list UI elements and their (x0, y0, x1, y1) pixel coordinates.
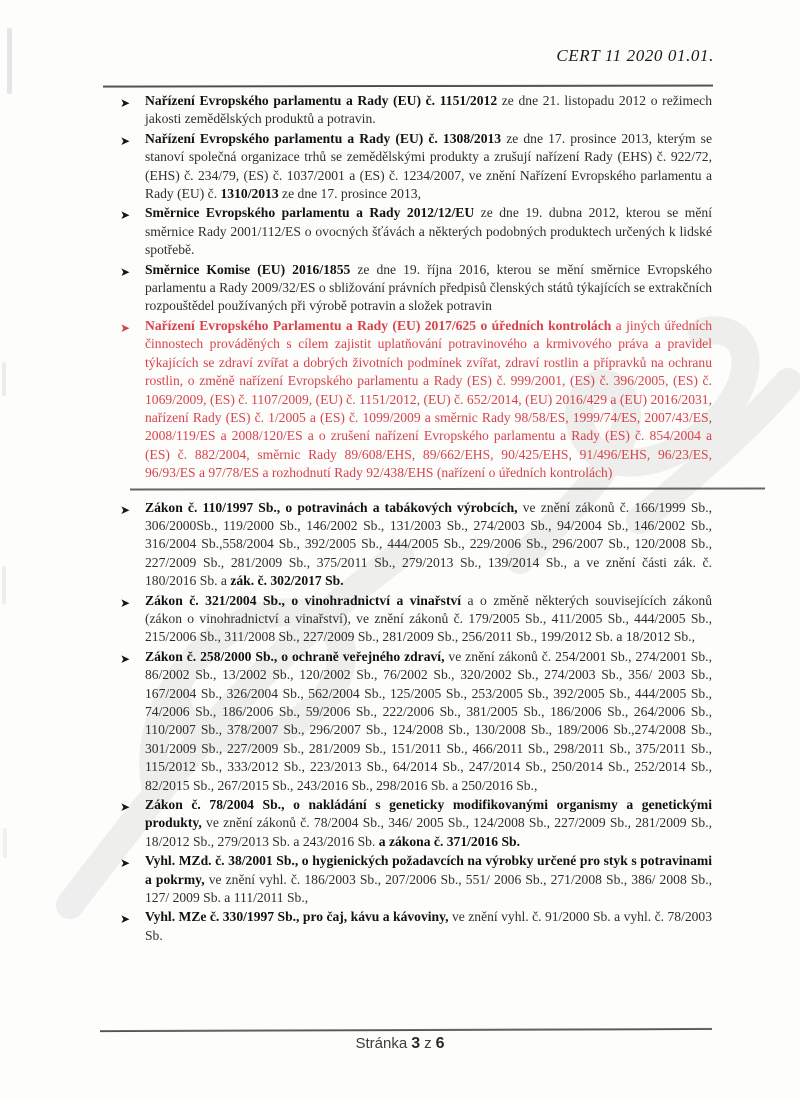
item-heading: Směrnice Evropského parlamentu a Rady 2012/12/EU (145, 205, 475, 221)
document-body (120, 92, 712, 946)
total-pages: 6 (435, 1035, 445, 1052)
page-number-label: Stránka (355, 1035, 408, 1052)
item-heading: Nařízení Evropského parlamentu a Rady (EU) č. 1151/2012 (145, 93, 498, 108)
regulation-item (120, 261, 712, 316)
item-text: ve znění zákonů č. 166/1999 Sb., 306/2000Sb., 119/2000 Sb., 146/2002 Sb., 131/2003 Sb., 274/2003 Sb., 94/2004 Sb., 146/2002 Sb., 316/2004 Sb.,558/2004 Sb., 392/2005 Sb., 444/2005 Sb., 229/2006 Sb., 296/2007 Sb., 120/2008 Sb., 227/2009 Sb., 281/2009 Sb., 375/2011 Sb., 279/2013 Sb., 139/2014 Sb., a ve znění části zák. č. 180/2016 Sb. a (145, 499, 712, 589)
bullet-arrow-icon: ➤ (120, 651, 131, 666)
item-text: ve znění vyhl. č. 91/2000 Sb. a vyhl. č. 78/2003 Sb. (145, 909, 713, 943)
eu-regulations-list (120, 92, 712, 483)
document-code: CERT 11 2020 01.01. (556, 46, 714, 65)
item-heading: Zákon č. 78/2004 Sb., o nakládání s geneticky modifikovanými organismy a genetickými produkty, (145, 797, 712, 831)
item-heading: Zákon č. 321/2004 Sb., o vinohradnictví a vinařství (145, 592, 462, 608)
header-divider (103, 84, 713, 87)
bullet-arrow-icon: ➤ (120, 320, 131, 335)
item-text: ze dne 19. října 2016, kterou se mění směrnice Evropského parlamentu a Rady 2009/32/ES o sbližování právních předpisů členských států týkajících se extrakčních rozpouštědel používaných při výrobě potravin a složek potravin (145, 261, 713, 314)
bullet-arrow-icon: ➤ (120, 502, 131, 517)
current-page: 3 (411, 1035, 421, 1052)
bullet-arrow-icon: ➤ (120, 912, 131, 927)
item-heading: Zákon č. 258/2000 Sb., o ochraně veřejného zdraví, (145, 648, 445, 664)
item-heading: Směrnice Komise (EU) 2016/1855 (145, 261, 351, 277)
czech-laws-list (120, 499, 712, 946)
section-divider (130, 487, 765, 490)
scan-artifact (3, 828, 7, 858)
regulation-item-highlighted (120, 317, 712, 483)
item-text: a o změně některých souvisejících zákonů (zákon o vinohradnictví a vinařství), ve znění zákonů č. 179/2005 Sb., 411/2005 Sb., 444/2005 Sb., 215/2006 Sb., 311/2008 Sb., 227/2009 Sb., 281/2009 Sb., 256/2011 Sb., 199/2012 Sb. a 18/2012 Sb., (145, 592, 713, 645)
item-text: ve znění zákonů č. 78/2004 Sb., 346/ 2005 Sb., 124/2008 Sb., 227/2009 Sb., 281/2009 Sb., 18/2012 Sb., 279/2013 Sb. a 243/2016 Sb. (145, 815, 712, 849)
bullet-arrow-icon: ➤ (120, 264, 131, 279)
page-number (0, 1035, 800, 1053)
item-heading: Vyhl. MZd. č. 38/2001 Sb., o hygienických požadavcích na výrobky určené pro styk s potravinami a pokrmy, (145, 853, 712, 887)
page-of-label: z (424, 1035, 432, 1052)
bullet-arrow-icon: ➤ (120, 208, 131, 223)
scan-artifact (7, 28, 12, 94)
footer-divider (100, 1028, 712, 1032)
item-heading: Nařízení Evropského Parlamentu a Rady (EU) 2017/625 o úředních kontrolách (145, 317, 612, 333)
bullet-arrow-icon: ➤ (120, 800, 131, 815)
law-item (120, 499, 712, 591)
bullet-arrow-icon: ➤ (120, 96, 131, 110)
regulation-item (120, 204, 712, 259)
item-heading: Nařízení Evropského parlamentu a Rady (EU) č. 1308/2013 (145, 130, 502, 146)
item-heading: 1310/2013 (220, 186, 279, 202)
law-item (120, 648, 712, 795)
item-heading: zák. č. 302/2017 Sb. (230, 573, 344, 589)
item-text: ze dne 19. dubna 2012, kterou se mění směrnice Rady 2001/112/ES o ovocných šťávách a některých podobných produktech určených k lidské spotřebě. (145, 205, 712, 258)
regulation-item (120, 130, 712, 204)
bullet-arrow-icon: ➤ (120, 595, 131, 610)
item-text: a jiných úředních činnostech prováděných s cílem zajistit uplatňování potravinového a krmivového práva a pravidel týkajících se zdraví zvířat a dobrých životních podmínek zvířat, zdraví rostlin a přípravků na ochranu rostlin, o změně nařízení Evropského parlamentu a Rady (ES) č. 999/2001, (ES) č. 396/2005, (ES) č. 1069/2009, (ES) č. 1107/2009, (EU) č. 1151/2012, (EU) č. 652/2014, (EU) 2016/429 a (EU) 2016/2031, nařízení Rady (ES) č. 1/2005 a (ES) č. 1099/2009 a směrnic Rady 98/58/ES, 1999/74/ES, 2007/43/ES, 2008/119/ES a 2008/120/ES a o zrušení nařízení Evropského parlamentu a Rady (ES) č. 854/2004 a (ES) č. 882/2004, směrnic Rady 89/608/EHS, 89/662/EHS, 90/425/EHS, 91/496/EHS, 96/23/ES, 96/93/ES a 97/78/ES a rozhodnutí Rady 92/438/EHS (nařízení o úředních kontrolách) (145, 317, 712, 481)
law-item (120, 796, 712, 851)
bullet-arrow-icon: ➤ (120, 133, 131, 148)
scan-artifact (2, 566, 6, 604)
scan-artifact (2, 362, 6, 396)
item-text: ze dne 17. prosince 2013, (278, 186, 421, 202)
law-item (120, 852, 712, 907)
regulation-item (120, 92, 712, 129)
item-text: ve znění zákonů č. 254/2001 Sb., 274/2001 Sb., 86/2002 Sb., 13/2002 Sb., 120/2002 Sb., 76/2002 Sb., 320/2002 Sb., 274/2003 Sb., 356/ 2003 Sb., 167/2004 Sb., 326/2004 Sb., 562/2004 Sb., 125/2005 Sb., 253/2005 Sb., 392/2005 Sb., 444/2005 Sb., 74/2006 Sb., 186/2006 Sb., 59/2006 Sb., 222/2006 Sb., 381/2005 Sb., 186/2006 Sb., 264/2006 Sb., 110/2007 Sb., 378/2007 Sb., 296/2007 Sb., 124/2008 Sb., 130/2008 Sb., 189/2006 Sb.,274/2008 Sb., 301/2009 Sb., 227/2009 Sb., 281/2009 Sb., 151/2011 Sb., 466/2011 Sb., 298/2011 Sb., 375/2011 Sb., 115/2012 Sb., 333/2012 Sb., 223/2013 Sb., 64/2014 Sb., 247/2014 Sb., 250/2014 Sb., 252/2014 Sb., 82/2015 Sb., 267/2015 Sb., 243/2016 Sb., 298/2016 Sb. a 250/2016 Sb., (145, 648, 712, 793)
law-item (120, 908, 712, 945)
bullet-arrow-icon: ➤ (120, 856, 131, 871)
law-item (120, 592, 712, 647)
item-text: ze dne 17. prosince 2013, kterým se stanoví společná organizace trhů se zemědělskými produkty a zrušují nařízení Rady (EHS) č. 922/72, (EHS) č. 234/79, (ES) č. 1037/2001 a (ES) č. 1234/2007, ve znění Nařízení Evropského parlamentu a Rady (EU) č. (145, 130, 712, 202)
item-heading: Vyhl. MZe č. 330/1997 Sb., pro čaj, kávu a kávoviny, (145, 909, 449, 925)
item-text: ve znění vyhl. č. 186/2003 Sb., 207/2006 Sb., 551/ 2006 Sb., 271/2008 Sb., 386/ 2008 Sb., 127/ 2009 Sb. a 111/2011 Sb., (145, 871, 713, 906)
item-heading: Zákon č. 110/1997 Sb., o potravinách a tabákových výrobcích, (145, 499, 518, 515)
item-heading: a zákona č. 371/2016 Sb. (378, 833, 521, 849)
item-text: ze dne 21. listopadu 2012 o režimech jakosti zemědělských produktů a potravin. (145, 93, 712, 127)
